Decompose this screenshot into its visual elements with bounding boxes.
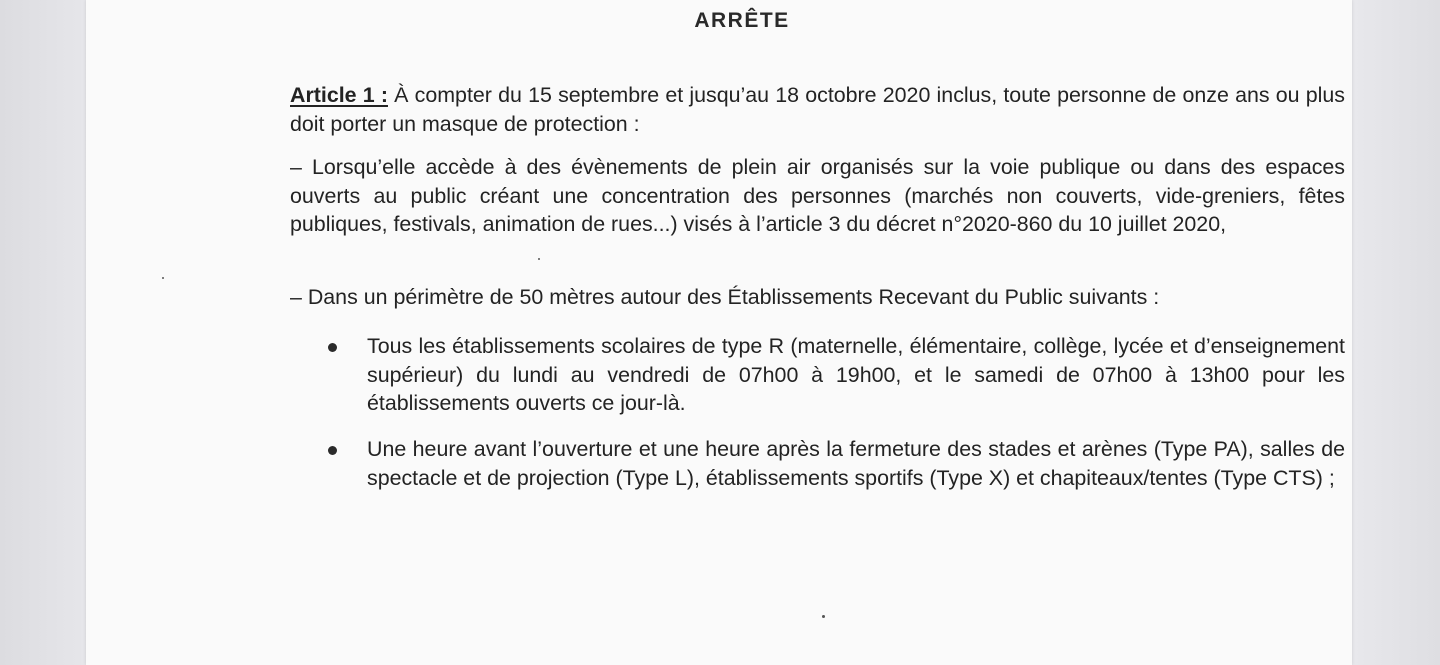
right-margin	[1352, 0, 1440, 665]
bullet-icon	[328, 343, 337, 352]
scan-speck	[162, 277, 164, 279]
list-item-text: Tous les établissements scolaires de type R (maternelle, élémentaire, collège, lycée et d’enseignement supérieur) du lundi au vendredi de 07h00 à 19h00, et le samedi de 07h00 à 13h00 pour les établissements ouverts ce jour-là.	[367, 334, 1345, 415]
left-margin	[0, 0, 86, 665]
scan-speck	[538, 258, 540, 260]
article-1-paragraph	[290, 81, 1345, 138]
clause-public-events: – Lorsqu’elle accède à des évènements de plein air organisés sur la voie publique ou dans des espaces ouverts au public créant une concentration des personnes (marchés non couverts, vide-greniers, fêtes publiques, festivals, animation de rues...) visés à l’article 3 du décret n°2020-860 du 10 juillet 2020,	[290, 155, 1345, 236]
list-item-text: Une heure avant l’ouverture et une heure après la fermeture des stades et arènes (Type PA), salles de spectacle et de projection (Type L), établissements sportifs (Type X) et chapiteaux/tentes (Type CTS) ;	[367, 437, 1345, 490]
bullet-icon	[328, 446, 337, 455]
clause-perimeter: – Dans un périmètre de 50 mètres autour des Établissements Recevant du Public suivants :	[290, 285, 1160, 309]
document-page	[86, 0, 1352, 665]
article-1-text: À compter du 15 septembre et jusqu’au 18 octobre 2020 inclus, toute personne de onze ans ou plus doit porter un masque de protection :	[290, 83, 1345, 136]
scan-speck	[822, 615, 825, 618]
document-title: ARRÊTE	[694, 9, 790, 32]
article-1-heading: Article 1 :	[290, 83, 388, 107]
